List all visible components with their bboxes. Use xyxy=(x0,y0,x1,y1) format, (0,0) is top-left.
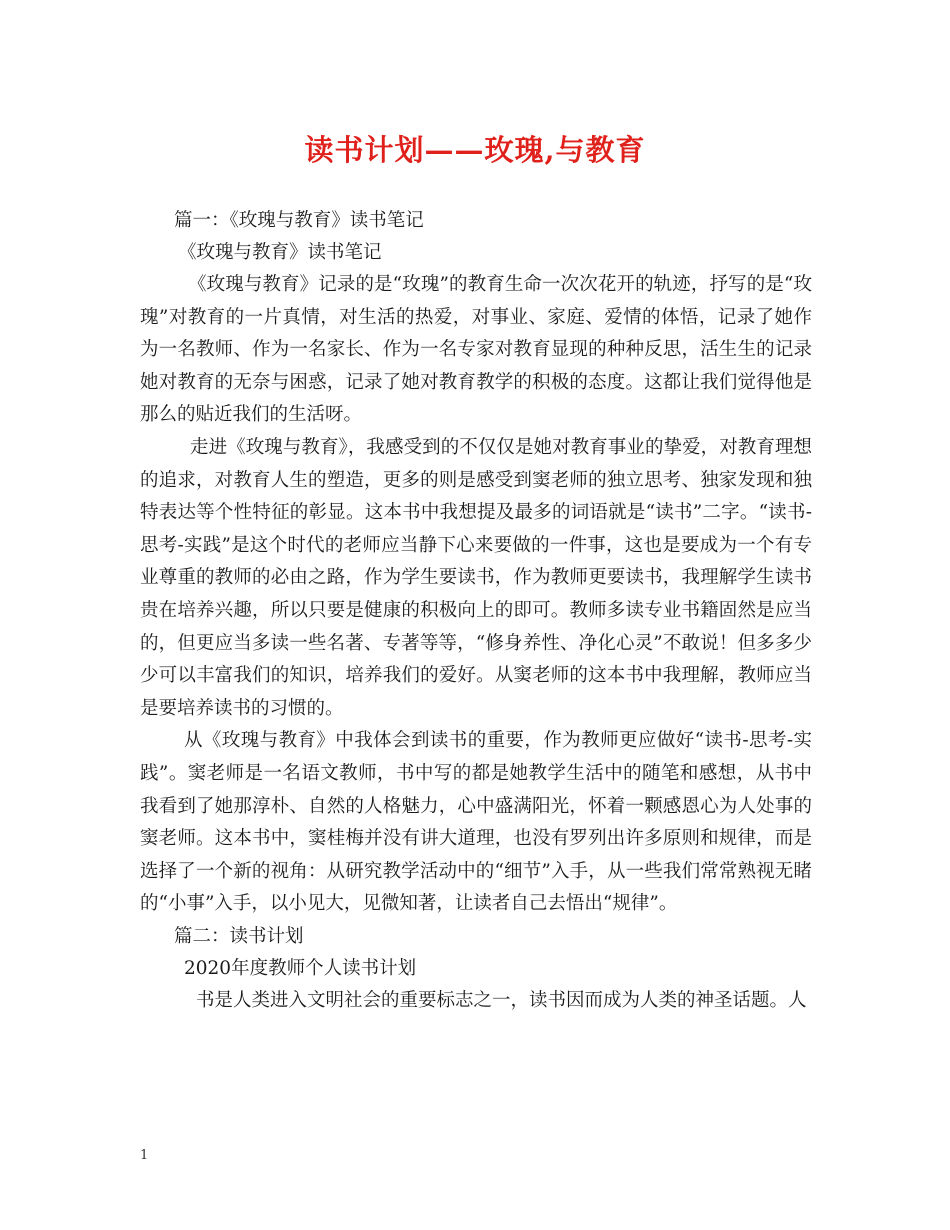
paragraph-4: 书是人类进入文明社会的重要标志之一，读书因而成为人类的神圣话题。人 xyxy=(196,989,807,1011)
section-subheading-1: 《玫瑰与教育》读书笔记 xyxy=(178,242,382,263)
paragraph-2: 走进《玫瑰与教育》，我感受到的不仅仅是她对教育事业的挚爱，对教育理想的追求，对教育人生的塑造，更多的则是感受到窦老师的独立思考、独家发现和独特表达等个性特征的彰显。这本书中我想提及最多的词语就是“读书”二字。“读书-思考-实践”是这个时代的老师应当静下心来要做的一件事，这也是要成为一个有专业尊重的教师的必由之路，作为学生要读书，作为教师更要读书，我理解学生读书贵在培养兴趣，所以只要是健康的积极向上的即可。教师多读专业书籍固然是应当的，但更应当多读一些名著、专著等等，“修身养性、净化心灵”不敢说！但多多少少可以丰富我们的知识，培养我们的爱好。从窦老师的这本书中我理解，教师应当是要培养读书的习惯的。 xyxy=(140,436,812,719)
paragraph-1: 《玫瑰与教育》记录的是“玫瑰”的教育生命一次次花开的轨迹，抒写的是“玫瑰”对教育的一片真情，对生活的热爱，对事业、家庭、爱情的体悟，记录了她作为一名教师、作为一名家长、作为一名专家对教育显现的种种反思，活生生的记录她对教育的无奈与困惑，记录了她对教育教学的积极的态度。这都让我们觉得他是那么的贴近我们的生活呀。 xyxy=(140,274,812,426)
paragraph-3: 从《玫瑰与教育》中我体会到读书的重要，作为教师更应做好“读书-思考-实践”。窦老师是一名语文教师，书中写的都是她教学生活中的随笔和感想，从书中我看到了她那淳朴、自然的人格魅力，心中盛满阳光，怀着一颗感恩心为人处事的窦老师。这本书中，窦桂梅并没有讲大道理，也没有罗列出许多原则和规律，而是选择了一个新的视角：从研究教学活动中的“细节”入手，从一些我们常常熟视无睹的“小事”入手，以小见大，见微知著，让读者自己去悟出“规律”。 xyxy=(140,730,812,915)
document-body xyxy=(140,205,812,1017)
section-heading-1: 篇一：《玫瑰与教育》读书笔记 xyxy=(174,210,424,231)
page-number: 1 xyxy=(140,1148,149,1163)
section-heading-2: 篇二：读书计划 xyxy=(174,925,304,947)
section-subheading-2: 2020年度教师个人读书计划 xyxy=(184,957,417,979)
document-title: 读书计划——玫瑰,与教育 xyxy=(304,133,646,167)
